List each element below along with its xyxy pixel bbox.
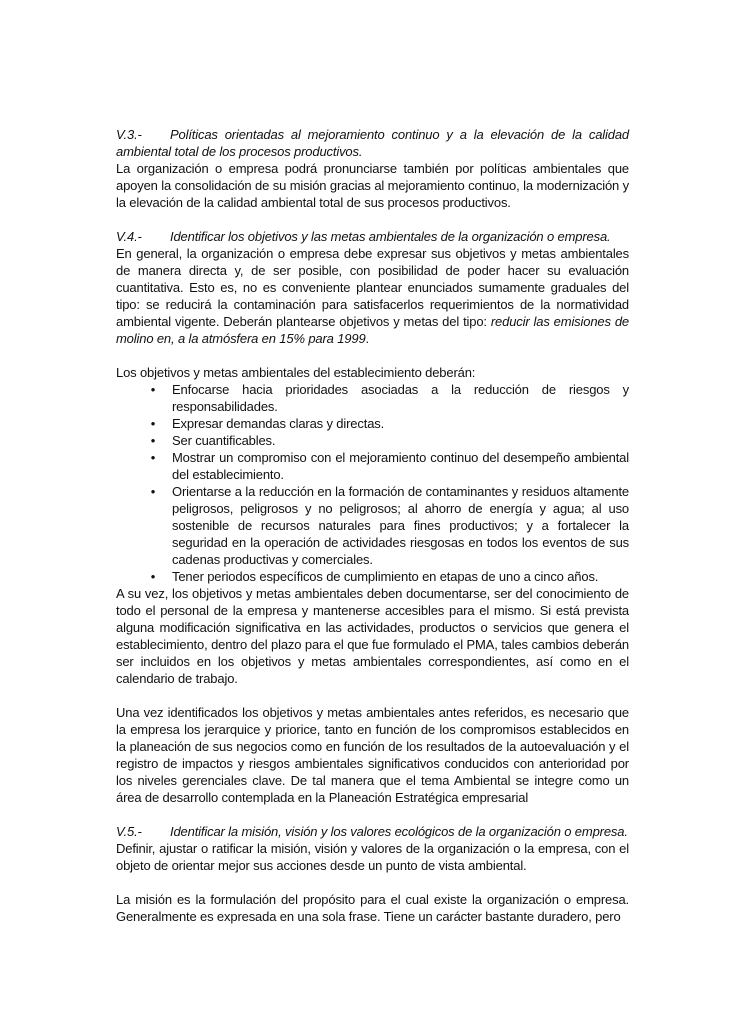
list-item	[116, 381, 629, 415]
list-item-text: Expresar demandas claras y directas.	[172, 416, 385, 431]
section-number: V.4.-	[116, 229, 142, 244]
paragraph: La organización o empresa podrá pronunciarse también por políticas ambientales que apoyen la consolidación de su misión gracias al mejoramiento continuo, la modernización y la elevación de la calidad ambiental total de sus procesos productivos.	[116, 161, 629, 210]
paragraph-spacer	[116, 211, 629, 228]
paragraph-emphasis: reducir las emisiones de molino en, a la atmósfera en 15% para 1999	[116, 314, 630, 346]
page-content	[116, 126, 629, 925]
paragraph-spacer	[116, 687, 629, 704]
bullet-icon: •	[150, 450, 156, 465]
list-item	[116, 449, 629, 483]
paragraph-text: En general, la organización o empresa debe expresar sus objetivos y metas ambientales de manera directa y, de ser posible, con posibilidad de poder hacer su evaluación cuantitativa. Esto es, no es conveniente plantear enunciados sumamente graduales del tipo: se reducirá la contaminación para satisfacerlos requerimientos de la normatividad ambiental vigente. Deberán plantearse objetivos y metas del tipo:	[116, 246, 629, 329]
paragraph-spacer	[116, 347, 629, 364]
paragraph: La misión es la formulación del propósito para el cual existe la organización o empresa. Generalmente es expresada en una sola frase. Tiene un carácter bastante duradero, pero	[116, 892, 629, 924]
paragraph-spacer	[116, 874, 629, 891]
bullet-icon: •	[150, 382, 156, 397]
list-item-text: Enfocarse hacia prioridades asociadas a la reducción de riesgos y responsabilidades.	[172, 382, 629, 414]
objectives-list	[116, 381, 629, 585]
list-item	[116, 483, 629, 568]
section-heading-v3	[116, 126, 629, 160]
section-title: Identificar la misión, visión y los valores ecológicos de la organización o empresa.	[170, 824, 628, 839]
list-item-text: Mostrar un compromiso con el mejoramiento continuo del desempeño ambiental del establecimiento.	[172, 450, 629, 482]
list-item	[116, 432, 629, 449]
paragraph-text-end: .	[365, 331, 369, 346]
section-number: V.3.-	[116, 127, 142, 142]
bullet-icon: •	[150, 416, 156, 431]
list-item	[116, 568, 629, 585]
list-item-text: Tener periodos específicos de cumplimiento en etapas de uno a cinco años.	[172, 569, 599, 584]
section-number: V.5.-	[116, 824, 142, 839]
bullet-icon: •	[150, 569, 156, 584]
paragraph: A su vez, los objetivos y metas ambientales deben documentarse, ser del conocimiento de todo el personal de la empresa y mantenerse accesibles para el mismo. Si está prevista alguna modificación significativa en las actividades, productos o servicios que genera el establecimiento, dentro del plazo para el que fue formulado el PMA, tales cambios deberán ser incluidos en los objetivos y metas ambientales correspondientes, así como en el calendario de trabajo.	[116, 586, 629, 686]
section-heading-v4	[116, 228, 629, 245]
section-heading-v5	[116, 823, 629, 840]
list-item-text: Ser cuantificables.	[172, 433, 276, 448]
paragraph-spacer	[116, 806, 629, 823]
paragraph: Una vez identificados los objetivos y metas ambientales antes referidos, es necesario que la empresa los jerarquice y priorice, tanto en función de los compromisos establecidos en la planeación de sus negocios como en función de los resultados de la autoevaluación y el registro de impactos y riesgos ambientales significativos conducidos con anterioridad por los niveles gerenciales clave. De tal manera que el tema Ambiental se integre como un área de desarrollo contemplada en la Planeación Estratégica empresarial	[116, 705, 629, 805]
bullet-icon: •	[150, 433, 156, 448]
bullet-icon: •	[150, 484, 156, 499]
paragraph	[116, 245, 629, 347]
section-title: Identificar los objetivos y las metas ambientales de la organización o empresa.	[170, 229, 611, 244]
section-title: Políticas orientadas al mejoramiento continuo y a la elevación de la calidad ambiental total de los procesos productivos.	[116, 127, 629, 159]
list-item	[116, 415, 629, 432]
list-intro: Los objetivos y metas ambientales del establecimiento deberán:	[116, 365, 476, 380]
list-item-text: Orientarse a la reducción en la formación de contaminantes y residuos altamente peligrosos, peligrosos y no peligrosos; al ahorro de energía y agua; al uso sostenible de recursos naturales para fines productivos; y a fortalecer la seguridad en la operación de actividades riesgosas en todos los eventos de sus cadenas productivas y comerciales.	[172, 484, 629, 567]
paragraph: Definir, ajustar o ratificar la misión, visión y valores de la organización o la empresa, con el objeto de orientar mejor sus acciones desde un punto de vista ambiental.	[116, 841, 629, 873]
